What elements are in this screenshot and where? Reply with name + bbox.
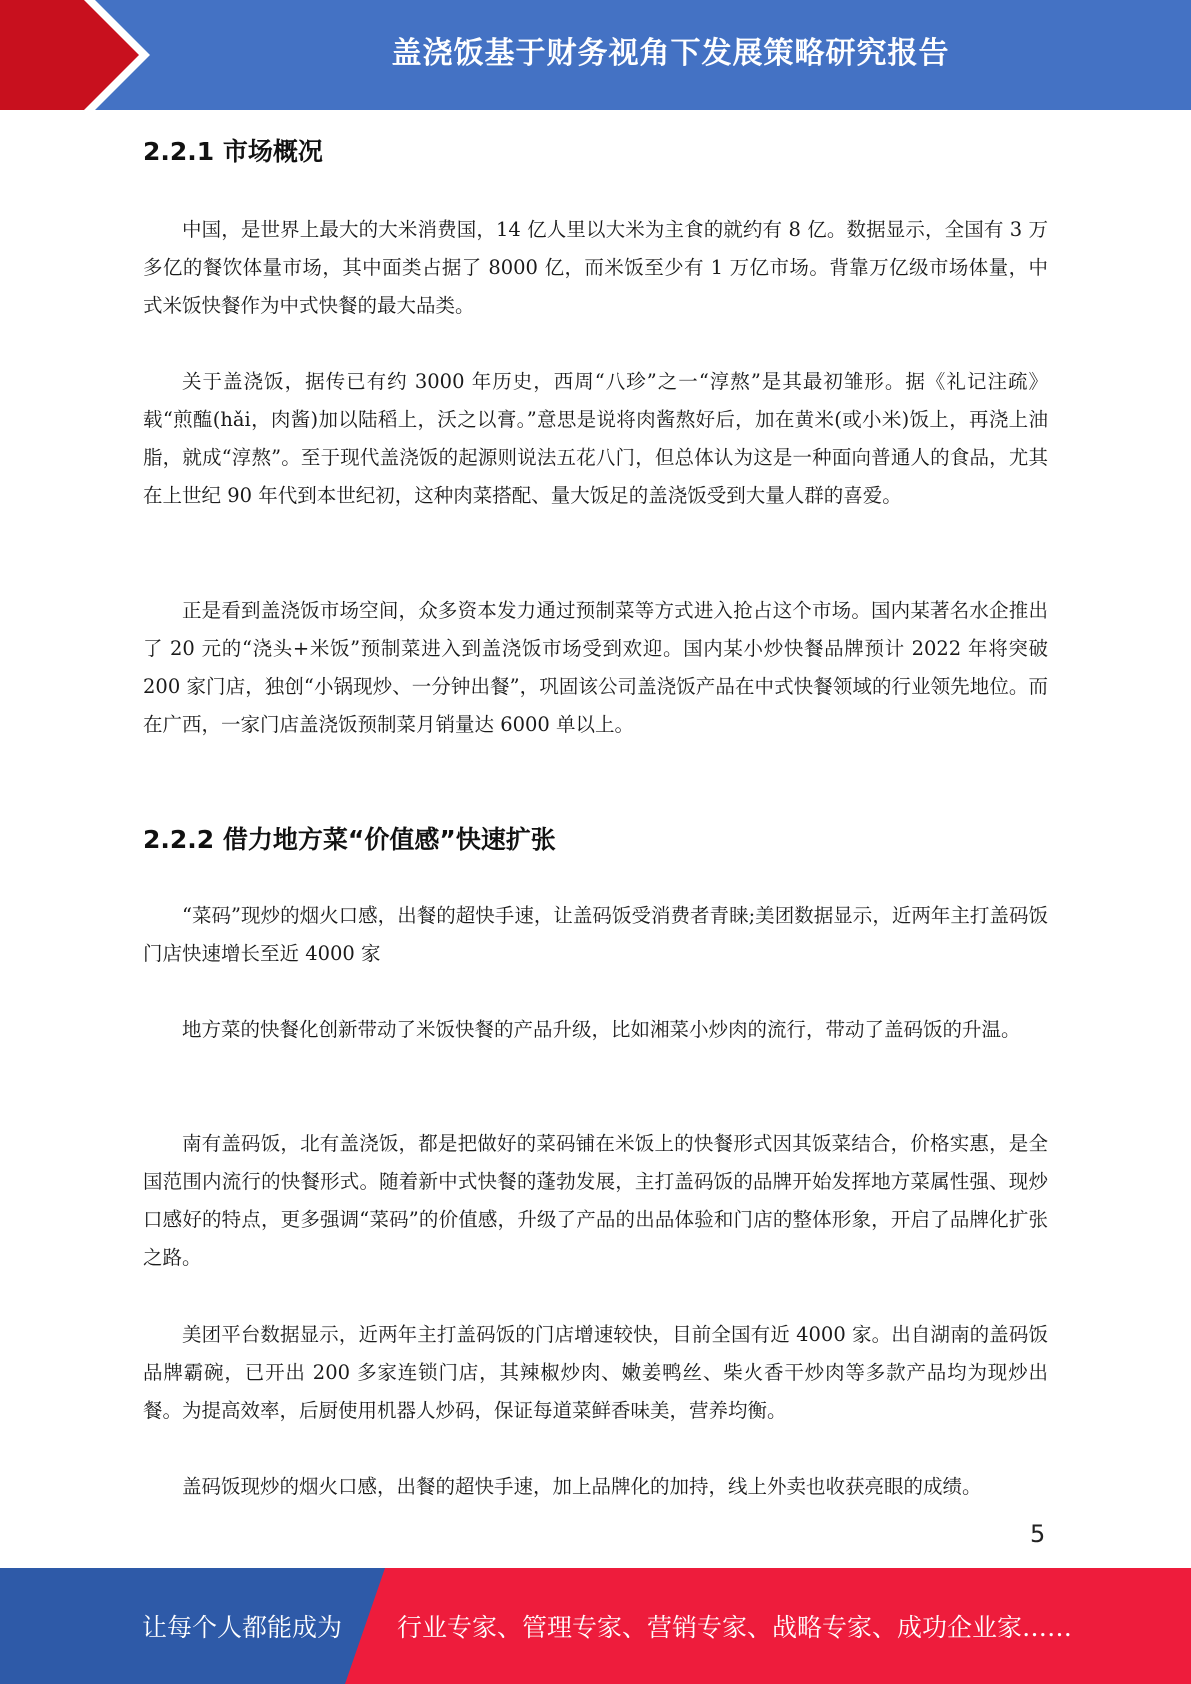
section-heading-market-overview: 2.2.1 市场概况 xyxy=(143,137,323,166)
footer-slogan-right: 行业专家、管理专家、营销专家、战略专家、成功企业家…… xyxy=(397,1613,1073,1642)
paragraph: 美团平台数据显示，近两年主打盖码饭的门店增速较快，目前全国有近 4000 家。出自湖南的盖码饭品牌霸碗，已开出 200 多家连锁门店，其辣椒炒肉、嫩姜鸭丝、柴火香干炒肉等多款产品均为现炒出餐。为提高效率，后厨使用机器人炒码，保证每道菜鲜香味美，营养均衡。 xyxy=(143,1323,1048,1422)
paragraph: 关于盖浇饭，据传已有约 3000 年历史，西周“八珍”之一“淳熬”是其最初雏形。据《礼记注疏》载“煎醢(hǎi，肉酱)加以陆稻上，沃之以膏。”意思是说将肉酱熬好后，加在黄米(或小米)饭上，再浇上油脂，就成“淳熬”。至于现代盖浇饭的起源则说法五花八门，但总体认为这是一种面向普通人的食品，尤其在上世纪 90 年代到本世纪初，这种肉菜搭配、量大饭足的盖浇饭受到大量人群的喜爱。 xyxy=(143,370,1048,507)
footer-bar xyxy=(0,1568,1191,1684)
paragraph: 中国，是世界上最大的大米消费国，14 亿人里以大米为主食的就约有 8 亿。数据显示，全国有 3 万多亿的餐饮体量市场，其中面类占据了 8000 亿，而米饭至少有 1 万亿市场。背靠万亿级市场体量，中式米饭快餐作为中式快餐的最大品类。 xyxy=(143,218,1048,317)
paragraph: 盖码饭现炒的烟火口感，出餐的超快手速，加上品牌化的加持，线上外卖也收获亮眼的成绩。 xyxy=(182,1475,982,1498)
paragraph: 南有盖码饭，北有盖浇饭，都是把做好的菜码铺在米饭上的快餐形式因其饭菜结合，价格实惠，是全国范围内流行的快餐形式。随着新中式快餐的蓬勃发展，主打盖码饭的品牌开始发挥地方菜属性强、现炒口感好的特点，更多强调“菜码”的价值感，升级了产品的出品体验和门店的整体形象，开启了品牌化扩张之路。 xyxy=(143,1132,1048,1269)
page-number: 5 xyxy=(1030,1520,1046,1548)
header-red-chevron xyxy=(0,0,139,110)
paragraph: “菜码”现炒的烟火口感，出餐的超快手速，让盖码饭受消费者青睐;美团数据显示，近两年主打盖码饭门店快速增长至近 4000 家 xyxy=(143,904,1048,965)
document-title: 盖浇饭基于财务视角下发展策略研究报告 xyxy=(391,36,950,71)
paragraph: 正是看到盖浇饭市场空间，众多资本发力通过预制菜等方式进入抢占这个市场。国内某著名水企推出了 20 元的“浇头+米饭”预制菜进入到盖浇饭市场受到欢迎。国内某小炒快餐品牌预计 2022 年将突破 200 家门店，独创“小锅现炒、一分钟出餐”，巩固该公司盖浇饭产品在中式快餐领域的行业领先地位。而在广西，一家门店盖浇饭预制菜月销量达 6000 单以上。 xyxy=(143,599,1048,736)
section-heading-local-cuisine: 2.2.2 借力地方菜“价值感”快速扩张 xyxy=(143,825,556,854)
paragraph: 地方菜的快餐化创新带动了米饭快餐的产品升级，比如湘菜小炒肉的流行，带动了盖码饭的升温。 xyxy=(182,1018,1021,1041)
footer-slogan-left: 让每个人都能成为 xyxy=(142,1613,343,1642)
header-bar xyxy=(0,0,1191,110)
